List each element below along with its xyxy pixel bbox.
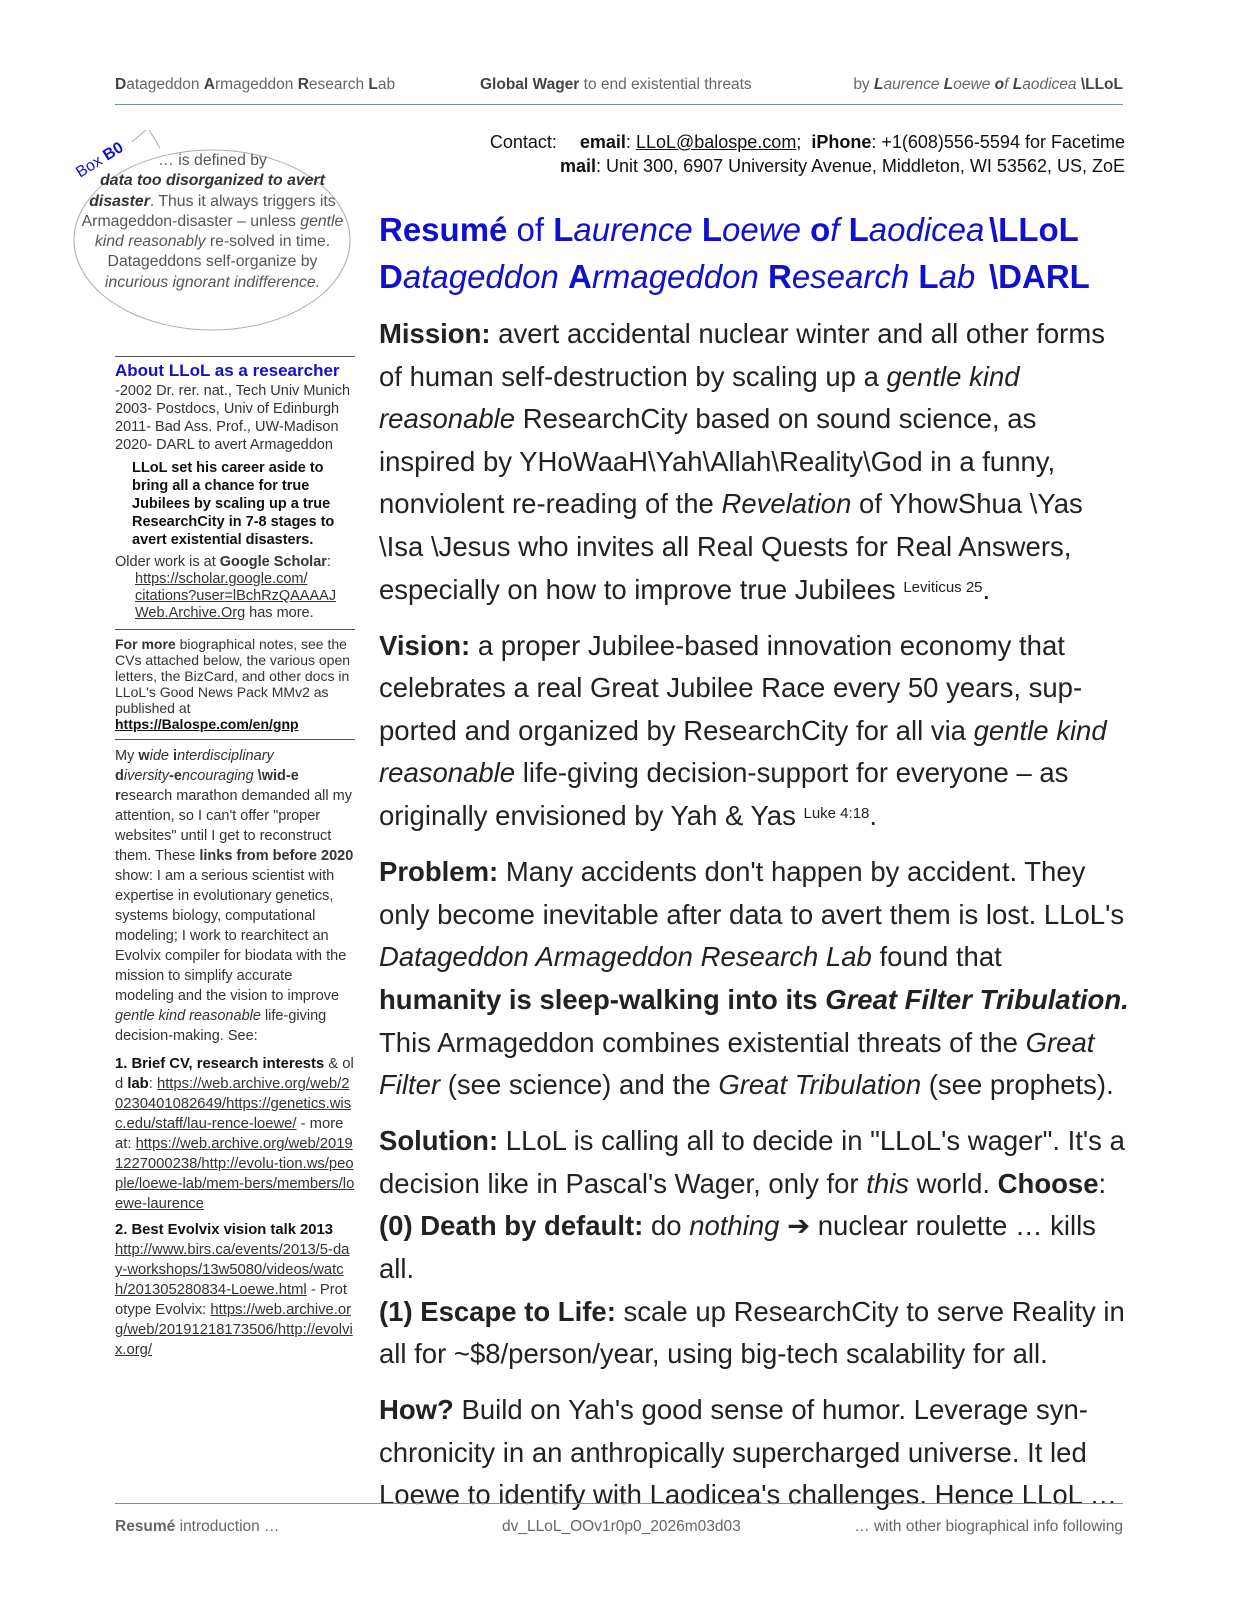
problem-paragraph: Problem: Many accidents don't happen by accident. They only become inevitable after data to avert them is lost. LLoL's Datageddon Armageddon Research Lab found that humanity is sleep-walking into its Great Filter Tribulation. This Armageddon combines existential threats of the Great Filter (see science) and the Great Tribulation (see prophets). [379,856,1129,1101]
career-note: LLoL set his career aside to bring all a chance for true Jubilees by scaling up a true ResearchCity in 7-8 stages to avert existential disasters. [132,460,335,548]
cv-link[interactable]: https://web.archive.org/web/20230401082649/https://genetics.wisc.edu/staff/lau-rence-loewe/ [115,1076,352,1132]
evolvix-link[interactable]: https://web.archive.org/web/20191218173506/http://evolvix.org/ [115,1302,353,1358]
scholar-label: Google Scholar [219,554,327,570]
problem-label: Problem: [379,856,499,888]
about-heading: About LLoL as a researcher [115,361,340,380]
talk-item: 2. Best Evolvix vision talk 2013 http://www.birs.ca/events/2013/5-day-workshops/13w5080/videos/watch/201305280834-Loewe.html - Prototype Evolvix: https://web.archive.org/web/20191218173506/http://evolvix.org/ [115,1222,353,1358]
timeline-item: 2020- DARL to avert Armageddon [115,437,333,453]
talk-link[interactable]: http://www.birs.ca/events/2013/5-day-workshops/13w5080/videos/watch/201305280834-Loewe.html [115,1242,350,1298]
footer-center: dv_LLoL_OOv1r0p0_2026m03d03 [502,1518,741,1535]
mission-paragraph: Mission: avert accidental nuclear winter and all other forms of human self-destruction by scaling up a gentle kind reasonable ResearchCity based on sound science, as inspired by YHoWaaH\Yah\Allah\Reality\God in a funny, nonviolent re-reading of the Revelation of YhowShua \Yas \Isa \Jesus who invites all Real Quests for Real Answers, especially on how to improve true Jubilees $^{Leviticus 25}$. [379,318,1105,605]
header-right: by Laurence Loewe of Laodicea \LLoL [853,76,1123,93]
more-section: For more biographical notes, see the CVs attached below, the various open letters, the BizCard, and other docs in LLoL's Good News Pack MMv2 as published at https://Balospe.com/en/gnp [115,629,355,732]
contact-label: Contact: [489,132,557,152]
vision-paragraph: Vision: a proper Jubilee-based innovation economy that celebrates a real Great Jubilee Race every 50 years, sup-ported and organized by ResearchCity for all via gentle kind reasonable life-giving decision-support for everyone – as originally envisioned by Yah & Yas $^{Luke 4:18}$. [379,629,1107,832]
timeline-item: 2003- Postdocs, Univ of Edinburgh [115,401,340,417]
footer-left: Resumé introduction … [115,1518,280,1535]
llol-tag: \LLoL [989,211,1079,248]
archive-link[interactable]: Web.Archive.Org [135,605,246,621]
darl-tag: \DARL [989,258,1090,295]
timeline-item: -2002 Dr. rer. nat., Tech Univ Munich [115,383,351,399]
about-section [115,356,355,622]
lab-link[interactable]: https://web.archive.org/web/20191227000238/http://evolu-tion.ws/people/loewe-lab/mem-bers/members/loewe-laurence [115,1136,355,1212]
header-center: Global Wager to end existential threats [480,76,752,93]
timeline-item: 2011- Bad Ass. Prof., UW-Madison [115,419,339,435]
how-label: How? [379,1394,454,1426]
solution-paragraph: Solution: LLoL is calling all to decide in "LLoL's wager". It's a decision like in Pascal's Wager, only for this world. Choose: (0) Death by default: do nothing ➔ nuclear roulette … kills all. (1) Escape to Life: scale up ResearchCity to serve Reality in all for ~$8/person/year, using big-tech scalability for all. [379,1125,1125,1370]
option-1-label: (1) Escape to Life: [379,1295,616,1327]
how-paragraph: How? Build on Yah's good sense of humor. Leverage syn-chronicity in an anthropically supercharged universe. It led Loewe to identify with Laodicea's challenges. Hence LLoL … [379,1394,1118,1511]
sidebar [115,356,355,1360]
timeline [115,382,355,454]
header-rule [115,104,1123,105]
header-left: Datageddon Armageddon Research Lab [115,76,396,93]
older-work: Older work is at Google Scholar: https://scholar.google.com/ citations?user=lBchRzQAAAAJ Web.Archive.Org has more. [115,554,337,621]
footer-right: … with other biographical info following [854,1518,1123,1535]
resume-title: Resumé of Laurence Loewe of Laodicea \LLoL Datageddon Armageddon Research Lab \DARL [379,211,1090,295]
mission-label: Mission: [379,318,491,349]
main-content [379,313,1129,1531]
bubble-text: … is defined by data too disorganized to avert disaster. Thus it always triggers its Armageddon-disaster – unless gentle kind reasonably re-solved in time. Datageddons self-organize by incurious ignorant indifference. [81,152,344,291]
email-link[interactable]: LLoL@balospe.com [635,132,797,152]
option-0-label: (0) Death by default: [379,1210,644,1242]
contact-block: Contact: email: LLoL@balospe.com; iPhone: +1(608)556-5594 for Facetime mail: Unit 300, 6907 University Avenue, Middleton, WI 53562, US, ZoE [489,132,1125,176]
footer-rule [115,1503,1123,1504]
cv-item: 1. Brief CV, research interests & old lab: https://web.archive.org/web/20230401082649/https://genetics.wisc.edu/staff/lau-rence-loewe/ - more at: https://web.archive.org/web/20191227000238/http://evolu-tion.ws/people/loewe-lab/mem-bers/members/loewe-laurence [115,1056,355,1212]
svg-text:Box B0: Box B0 [73,139,127,182]
wide-section: My wide interdisciplinary diversity-encouraging \wid-e research marathon demanded all my attention, so I can't offer "proper websites" until I get to reconstruct them. These links from before 2020 show: I am a serious scientist with expertise in evolutionary genetics, systems biology, computational modeling; I work to rearchitect an Evolvix compiler for biodata with the mission to simplify accurate modeling and the vision to improve gentle kind reasonable life-giving decision-making. See: [115,739,355,1046]
mail-address: : Unit 300, 6907 University Avenue, Middleton, WI 53562, US, ZoE [596,156,1125,176]
vision-label: Vision: [379,629,471,661]
solution-label: Solution: [379,1125,499,1157]
scholar-link[interactable]: https://scholar.google.com/ citations?user=lBchRzQAAAAJ [135,571,337,604]
gnp-link[interactable]: https://Balospe.com/en/gnp [115,716,299,732]
